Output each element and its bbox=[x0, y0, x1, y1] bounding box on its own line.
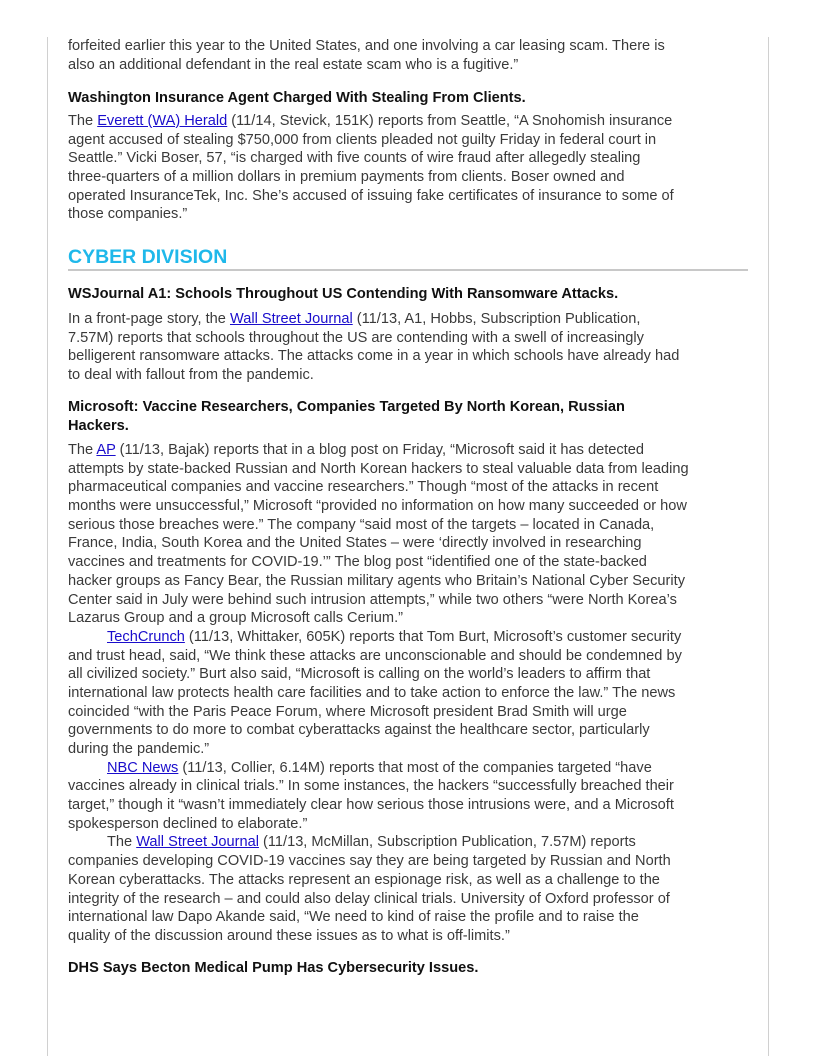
text-segment: months were unsuccessful,” Microsoft “provided no information on how many succeeded or how bbox=[68, 498, 687, 515]
text-segment: In a front-page story, the bbox=[68, 311, 230, 327]
article-headline bbox=[68, 959, 758, 978]
text-line bbox=[68, 441, 758, 460]
text-segment: Washington Insurance Agent Charged With Stealing From Clients. bbox=[68, 90, 526, 106]
text-line bbox=[68, 329, 758, 348]
text-line bbox=[68, 398, 758, 417]
text-segment: The bbox=[107, 834, 137, 851]
source-link[interactable]: Everett (WA) Herald bbox=[97, 113, 228, 129]
text-segment: 7.57M) reports that schools throughout the US are contending with a swell of increasingly bbox=[68, 329, 644, 346]
text-segment: Seattle.” Vicki Boser, 57, “is charged with five counts of wire fraud after allegedly stealing bbox=[68, 150, 641, 167]
text-segment: WSJournal A1: Schools Throughout US Contending With Ransomware Attacks. bbox=[68, 286, 619, 302]
text-segment: (11/13, McMillan, Subscription Publication, 7.57M) reports bbox=[258, 834, 636, 851]
text-segment: international law Dapo Akande said, “We need to kind of raise the profile and to raise the bbox=[68, 909, 639, 926]
text-segment: quality of the discussion around these issues as to what is off-limits.” bbox=[68, 927, 510, 944]
text-line bbox=[68, 815, 758, 834]
text-segment: pharmaceutical companies and vaccine researchers.” Though “most of the attacks in recent bbox=[68, 479, 659, 496]
text-line bbox=[68, 347, 758, 366]
text-segment: (11/13, Whittaker, 605K) reports that Tom Burt, Microsoft’s customer security bbox=[184, 628, 682, 645]
text-line bbox=[68, 310, 758, 329]
article-headline bbox=[68, 89, 758, 108]
text-segment: during the pandemic.” bbox=[68, 741, 210, 757]
text-line bbox=[68, 740, 758, 759]
text-line bbox=[68, 628, 758, 647]
page-border-right bbox=[768, 37, 769, 1056]
text-line bbox=[68, 553, 758, 572]
text-line bbox=[68, 959, 758, 978]
text-line bbox=[68, 478, 758, 497]
text-segment: DHS Says Becton Medical Pump Has Cybersecurity Issues. bbox=[68, 960, 479, 976]
text-line bbox=[68, 777, 758, 796]
text-line bbox=[68, 647, 758, 666]
text-line bbox=[68, 665, 758, 684]
text-line bbox=[68, 89, 758, 108]
text-line bbox=[68, 366, 758, 385]
text-segment: coincided “with the Paris Peace Forum, where Microsoft president Brad Smith will urge bbox=[68, 703, 627, 720]
article-paragraph bbox=[68, 112, 758, 224]
text-segment: Microsoft: Vaccine Researchers, Companies Targeted By North Korean, Russian bbox=[68, 399, 625, 415]
text-segment: operated InsuranceTek, Inc. She’s accused of issuing fake certificates of insurance to some of bbox=[68, 187, 674, 204]
text-segment: The bbox=[68, 442, 97, 458]
source-link[interactable]: Wall Street Journal bbox=[136, 834, 259, 851]
text-segment: belligerent ransomware attacks. The attacks come in a year in which schools have already had bbox=[68, 348, 680, 365]
text-line bbox=[68, 927, 758, 946]
text-segment: The bbox=[68, 113, 98, 129]
text-segment: Korean cyberattacks. The attacks represent an espionage risk, as well as a challenge to the bbox=[68, 871, 660, 888]
text-line bbox=[68, 112, 758, 131]
text-segment: France, India, South Korea and the United States – were ‘directly involved in researching bbox=[68, 535, 642, 552]
text-line bbox=[68, 591, 758, 610]
text-segment: and trust head, said, “We think these attacks are unconscionable and should be condemned by bbox=[68, 647, 682, 664]
source-link[interactable]: AP bbox=[96, 442, 116, 458]
text-segment: companies developing COVID-19 vaccines say they are being targeted by Russian and North bbox=[68, 853, 671, 870]
text-line bbox=[68, 721, 758, 740]
article-headline bbox=[68, 285, 758, 304]
text-segment: hacker groups as Fancy Bear, the Russian military agents who Britain’s National Cyber Security bbox=[68, 572, 686, 589]
text-line bbox=[68, 572, 758, 591]
text-segment: to deal with fallout from the pandemic. bbox=[68, 367, 314, 384]
text-line bbox=[68, 684, 758, 703]
source-link[interactable]: Wall Street Journal bbox=[229, 311, 353, 327]
text-segment: attempts by state-backed Russian and North Korean hackers to steal valuable data from leading bbox=[68, 460, 689, 477]
text-line bbox=[68, 703, 758, 722]
text-line bbox=[68, 852, 758, 871]
text-segment: vaccines and treatments for COVID-19.’” The blog post “identified one of the state-backed bbox=[68, 554, 647, 571]
text-line bbox=[68, 37, 758, 56]
article-paragraph bbox=[68, 310, 758, 385]
text-segment: target,” though it “wasn’t immediately clear how serious those intrusions were, and a Microsoft bbox=[68, 797, 674, 814]
text-segment: (11/14, Stevick, 151K) reports from Seattle, “A Snohomish insurance bbox=[227, 113, 673, 129]
section-title: CYBER DIVISION bbox=[68, 246, 748, 271]
text-line bbox=[68, 205, 758, 224]
page-border-left bbox=[47, 37, 48, 1056]
text-line bbox=[68, 149, 758, 168]
text-line bbox=[68, 890, 758, 909]
text-segment: three-quarters of a million dollars in premium payments from clients. Boser owned and bbox=[68, 169, 625, 186]
text-line bbox=[68, 460, 758, 479]
source-link[interactable]: NBC News bbox=[107, 759, 179, 776]
text-segment: vaccines already in clinical trials.” In some instances, the hackers “successfully breached their bbox=[68, 778, 674, 795]
text-line bbox=[68, 516, 758, 535]
text-line bbox=[68, 417, 758, 436]
text-line bbox=[68, 796, 758, 815]
text-line bbox=[68, 871, 758, 890]
text-segment: all civilized society.” Burt also said, “Microsoft is calling on the world’s leaders to affirm that bbox=[68, 666, 651, 683]
text-segment: also an additional defendant in the real estate scam who is a fugitive.” bbox=[68, 56, 519, 73]
source-link[interactable]: TechCrunch bbox=[107, 628, 185, 645]
text-segment: forfeited earlier this year to the United States, and one involving a car leasing scam. There is bbox=[68, 38, 665, 54]
text-segment: Center said in July were behind such intrusion attempts,” while two others “were North Korea’s bbox=[68, 591, 677, 608]
text-segment: Hackers. bbox=[68, 417, 129, 434]
text-segment: (11/13, Bajak) reports that in a blog post on Friday, “Microsoft said it has detected bbox=[115, 442, 644, 458]
text-line bbox=[68, 534, 758, 553]
text-line bbox=[68, 759, 758, 778]
text-segment: those companies.” bbox=[68, 206, 188, 223]
text-segment: international law protects health care facilities and to take action to enforce the law.” The news bbox=[68, 684, 676, 701]
text-line bbox=[68, 609, 758, 628]
text-line bbox=[68, 285, 758, 304]
text-segment: (11/13, Collier, 6.14M) reports that most of the companies targeted “have bbox=[178, 759, 652, 776]
text-segment: Lazarus Group and a group Microsoft calls Cerium.” bbox=[68, 610, 403, 627]
article-headline bbox=[68, 398, 758, 435]
text-line bbox=[68, 833, 758, 852]
text-line bbox=[68, 497, 758, 516]
text-segment: integrity of the research – and could also delay clinical trials. University of Oxford professor of bbox=[68, 890, 670, 907]
text-segment: (11/13, A1, Hobbs, Subscription Publication, bbox=[352, 311, 641, 327]
text-line bbox=[68, 168, 758, 187]
text-segment: agent accused of stealing $750,000 from clients pleaded not guilty Friday in federal court in bbox=[68, 131, 657, 148]
text-line bbox=[68, 187, 758, 206]
text-line bbox=[68, 908, 758, 927]
text-line bbox=[68, 56, 758, 75]
article-paragraph bbox=[68, 37, 758, 74]
article-paragraph bbox=[68, 441, 758, 946]
text-segment: spokesperson declined to elaborate.” bbox=[68, 815, 308, 832]
text-segment: serious those breaches were.” The company “said most of the targets – located in Canada, bbox=[68, 516, 655, 533]
text-line bbox=[68, 131, 758, 150]
text-segment: governments to do more to combat cyberattacks against the healthcare sector, particularly bbox=[68, 722, 650, 739]
